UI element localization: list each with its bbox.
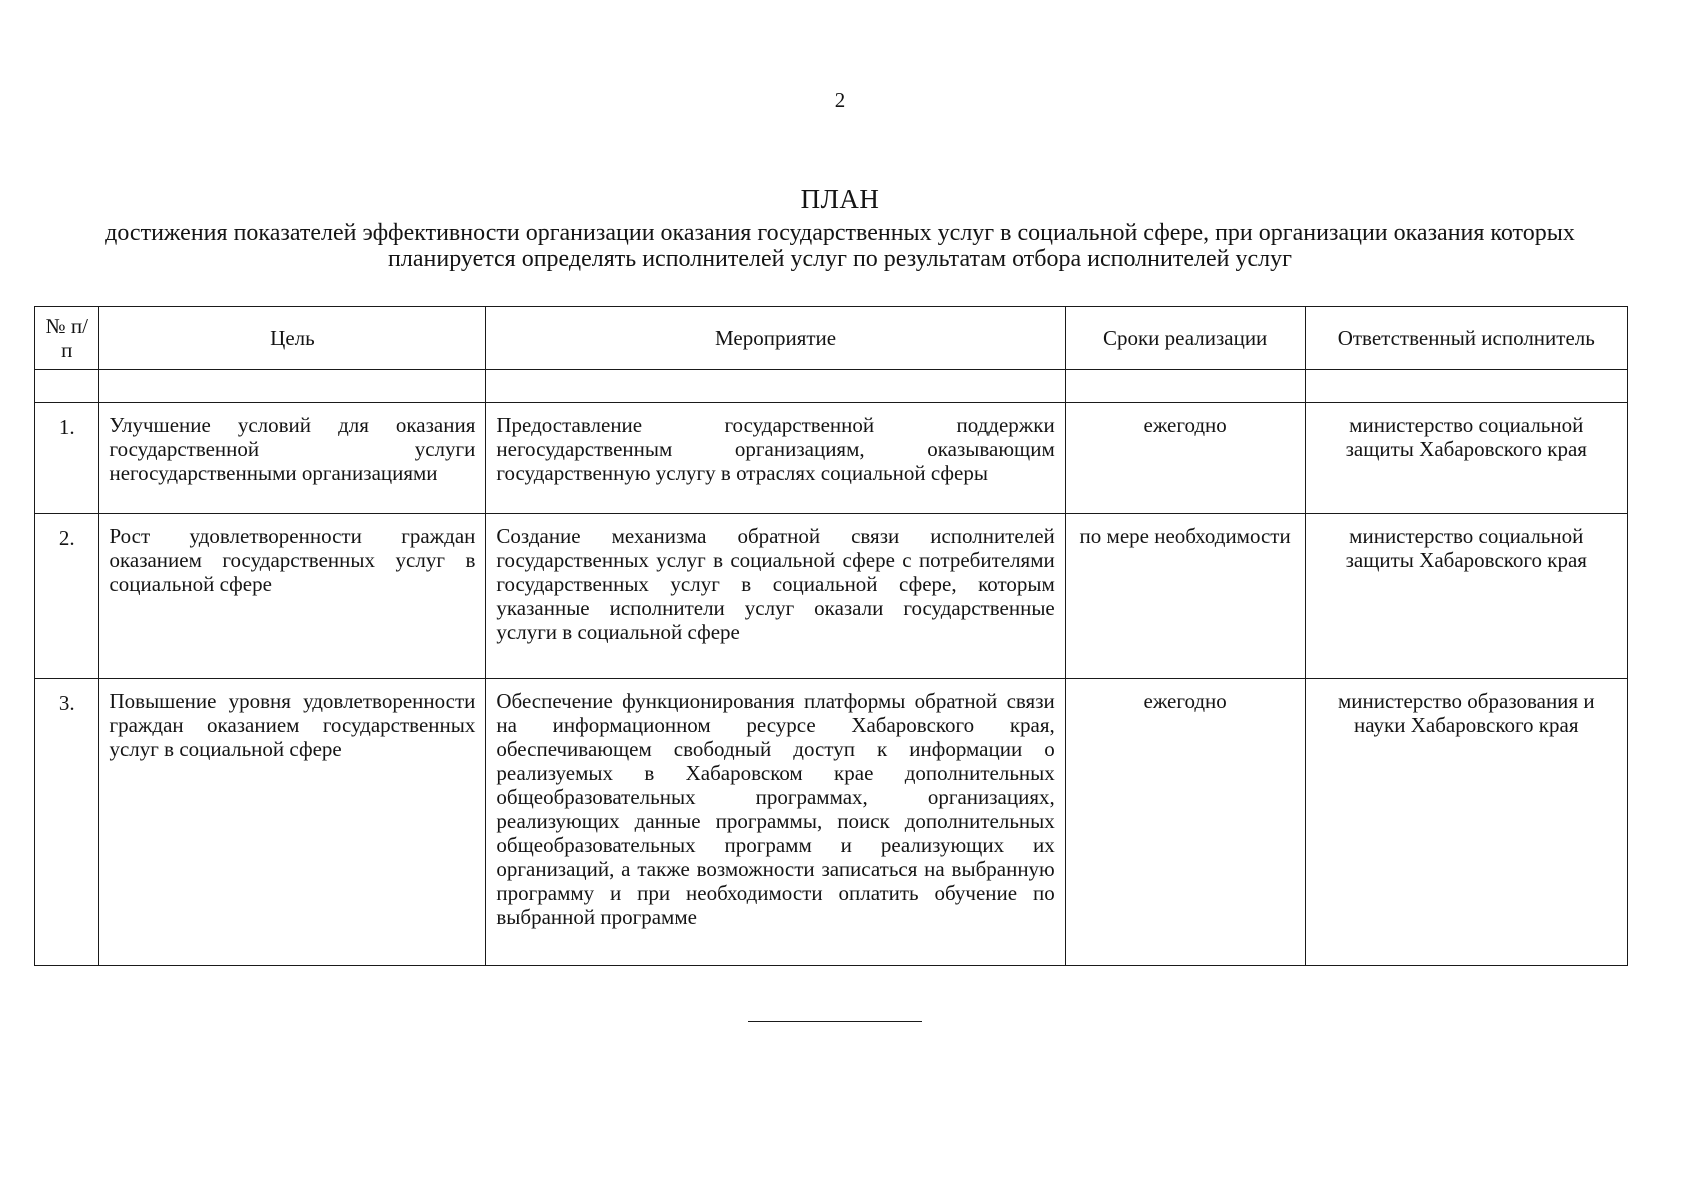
term-cell: по мере необходимости [1065,514,1305,679]
page-number: 2 [834,88,846,112]
table-row [35,403,1628,514]
plan-table [34,306,1628,966]
table-row [35,514,1628,679]
row-number: 1. [35,403,99,514]
executor-cell: министерство социальной защиты Хабаровского края [1305,514,1627,679]
goal-cell: Рост удовлетворенности граждан оказанием государственных услуг в социальной сфере [99,514,486,679]
table-header [35,307,1628,370]
empty-cell [486,370,1065,403]
document-subtitle: достижения показателей эффективности организации оказания государственных услуг в социальной сфере, при организации оказания которых планируется определять исполнителей услуг по результатам отбора исполнителей услуг [105,220,1575,272]
closing-rule [748,1021,922,1022]
goal-cell: Повышение уровня удовлетворенности граждан оказанием государственных услуг в социальной сфере [99,679,486,966]
empty-cell [1305,370,1627,403]
term-cell: ежегодно [1065,403,1305,514]
goal-cell: Улучшение условий для оказания государственной услуги негосударственными организациями [99,403,486,514]
empty-cell [99,370,486,403]
header-executor: Ответственный исполнитель [1305,307,1627,370]
document-title: ПЛАН [800,184,880,214]
header-term: Сроки реализации [1065,307,1305,370]
header-row [35,307,1628,370]
executor-cell: министерство образования и науки Хабаровского края [1305,679,1627,966]
header-num: № п/п [35,307,99,370]
action-cell: Предоставление государственной поддержки негосударственным организациям, оказывающим государственную услугу в отраслях социальной сферы [486,403,1065,514]
table-body [35,370,1628,966]
table-row [35,679,1628,966]
action-cell: Создание механизма обратной связи исполнителей государственных услуг в социальной сфере с потребителями государственных услуг в социальной сфере, которым указанные исполнители услуг оказали государственные услуги в социальной сфере [486,514,1065,679]
executor-cell: министерство социальной защиты Хабаровского края [1305,403,1627,514]
action-cell: Обеспечение функционирования платформы обратной связи на информационном ресурсе Хабаровского края, обеспечивающем свободный доступ к информации о реализуемых в Хабаровском крае дополнительных общеобразовательных программах, организациях, реализующих данные программы, поиск дополнительных общеобразовательных программ и реализующих их организаций, а также возможности записаться на выбранную программу и при необходимости оплатить обучение по выбранной программе [486,679,1065,966]
empty-row [35,370,1628,403]
empty-cell [35,370,99,403]
header-action: Мероприятие [486,307,1065,370]
empty-cell [1065,370,1305,403]
header-goal: Цель [99,307,486,370]
row-number: 2. [35,514,99,679]
term-cell: ежегодно [1065,679,1305,966]
row-number: 3. [35,679,99,966]
